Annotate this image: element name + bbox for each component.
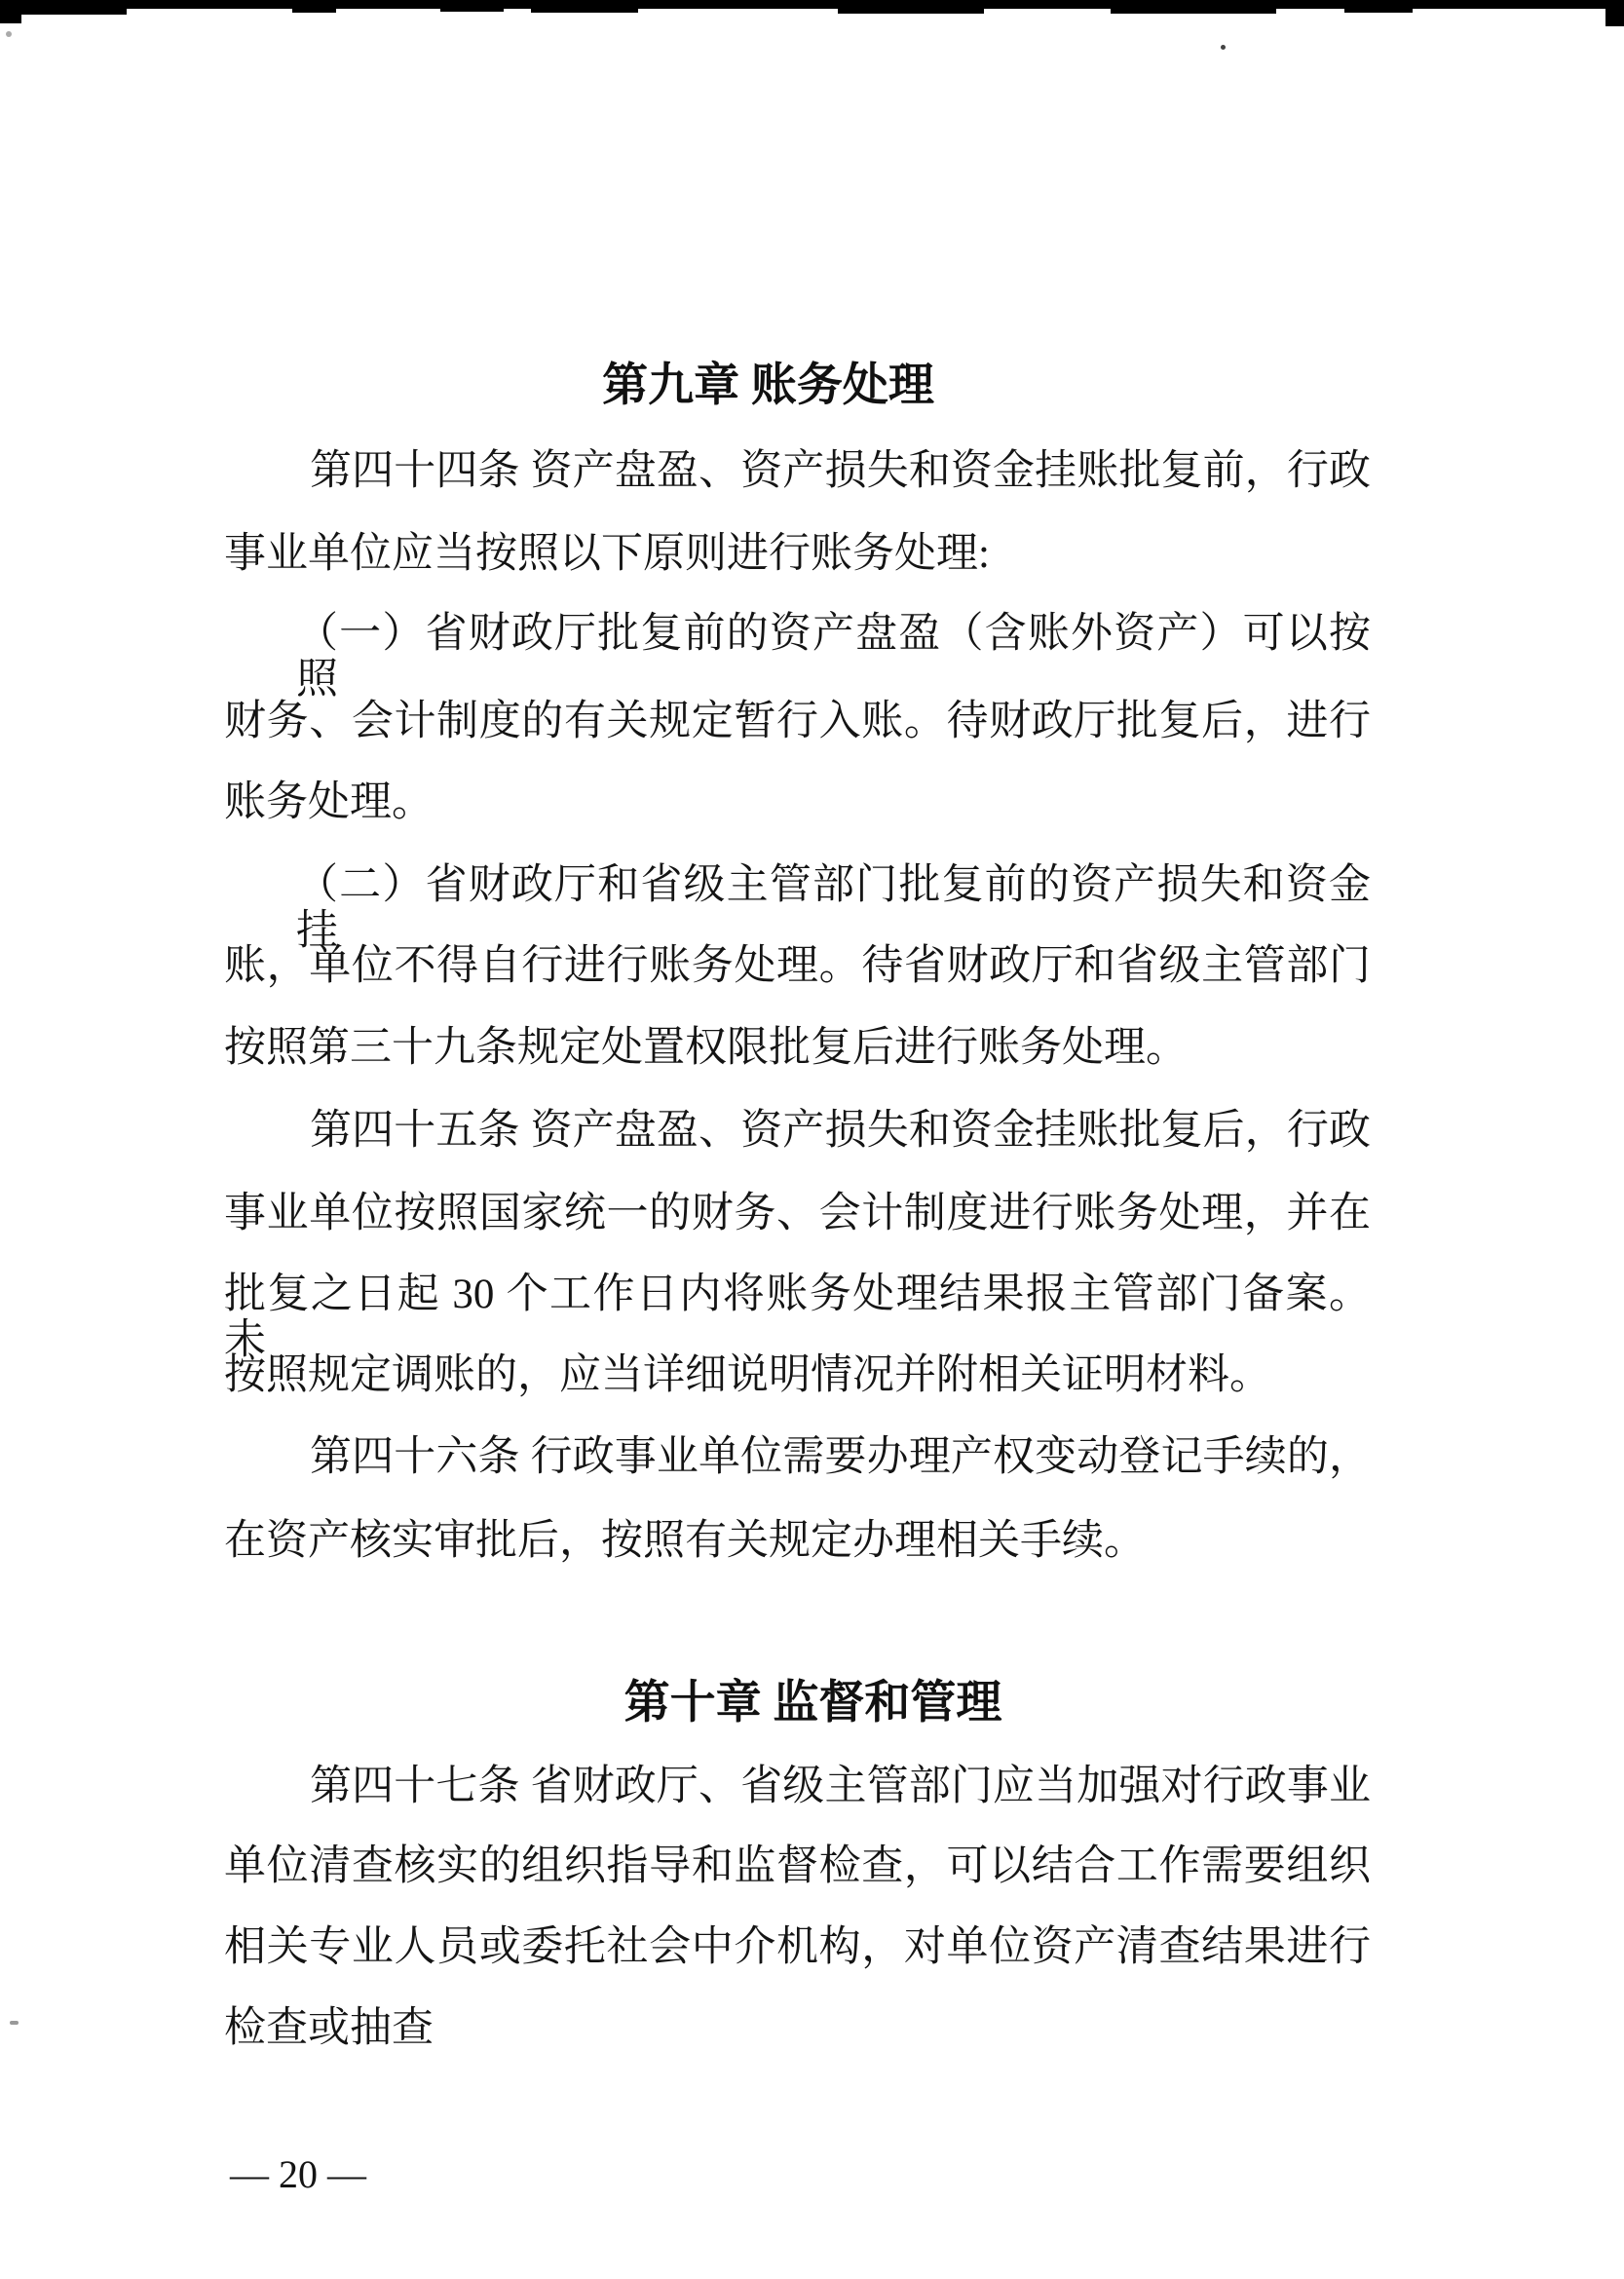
- scan-streak: [292, 9, 336, 13]
- scan-streak: [531, 9, 638, 13]
- body-line: 按照规定调账的，应当详细说明情况并附相关证明材料。: [224, 1352, 1271, 1398]
- scan-streak: [440, 8, 504, 12]
- scan-streak: [1111, 8, 1276, 14]
- body-line: 单位清查核实的组织指导和监督检查，可以结合工作需要组织: [224, 1843, 1371, 1889]
- scan-streak: [1344, 9, 1413, 13]
- scan-artifact-top-band: [0, 0, 1624, 9]
- page-number: — 20 —: [230, 2152, 366, 2196]
- scan-blob-right: [1605, 0, 1624, 26]
- scan-streak: [838, 9, 984, 14]
- body-line: 第四十五条 资产盘盈、资产损失和资金挂账批复后，行政: [310, 1108, 1371, 1154]
- body-line: 事业单位按照国家统一的财务、会计制度进行账务处理，并在: [224, 1191, 1371, 1236]
- scan-blob-left: [0, 0, 21, 23]
- body-line: 账，单位不得自行进行账务处理。待省财政厅和省级主管部门: [224, 943, 1371, 989]
- scan-speck: [6, 31, 12, 37]
- body-line: 相关专业人员或委托社会中介机构，对单位资产清查结果进行: [224, 1924, 1371, 1970]
- body-line: 第四十六条 行政事业单位需要办理产权变动登记手续的，: [310, 1434, 1371, 1480]
- body-line: （二）省财政厅和省级主管部门批复前的资产损失和资金挂: [296, 862, 1371, 954]
- body-line: 按照第三十九条规定处置权限批复后进行账务处理。: [224, 1025, 1188, 1071]
- body-line: 账务处理。: [224, 779, 434, 825]
- body-line: （一）省财政厅批复前的资产盘盈（含账外资产）可以按照: [296, 611, 1371, 703]
- body-line: 事业单位应当按照以下原则进行账务处理:: [224, 531, 990, 577]
- body-line: 在资产核实审批后，按照有关规定办理相关手续。: [224, 1518, 1146, 1564]
- scan-speck: [1221, 45, 1226, 50]
- body-line: 批复之日起 30 个工作日内将账务处理结果报主管部门备案。未: [224, 1272, 1371, 1363]
- body-line: 第四十七条 省财政厅、省级主管部门应当加强对行政事业: [310, 1764, 1371, 1809]
- body-line: 第四十四条 资产盘盈、资产损失和资金挂账批复前，行政: [310, 448, 1371, 494]
- body-line: 检查或抽查: [224, 2005, 434, 2051]
- chapter-9-heading: 第九章 账务处理: [602, 361, 934, 411]
- scan-speck: [10, 2021, 19, 2025]
- body-line: 财务、会计制度的有关规定暂行入账。待财政厅批复后，进行: [224, 699, 1371, 744]
- chapter-10-heading: 第十章 监督和管理: [623, 1678, 1002, 1728]
